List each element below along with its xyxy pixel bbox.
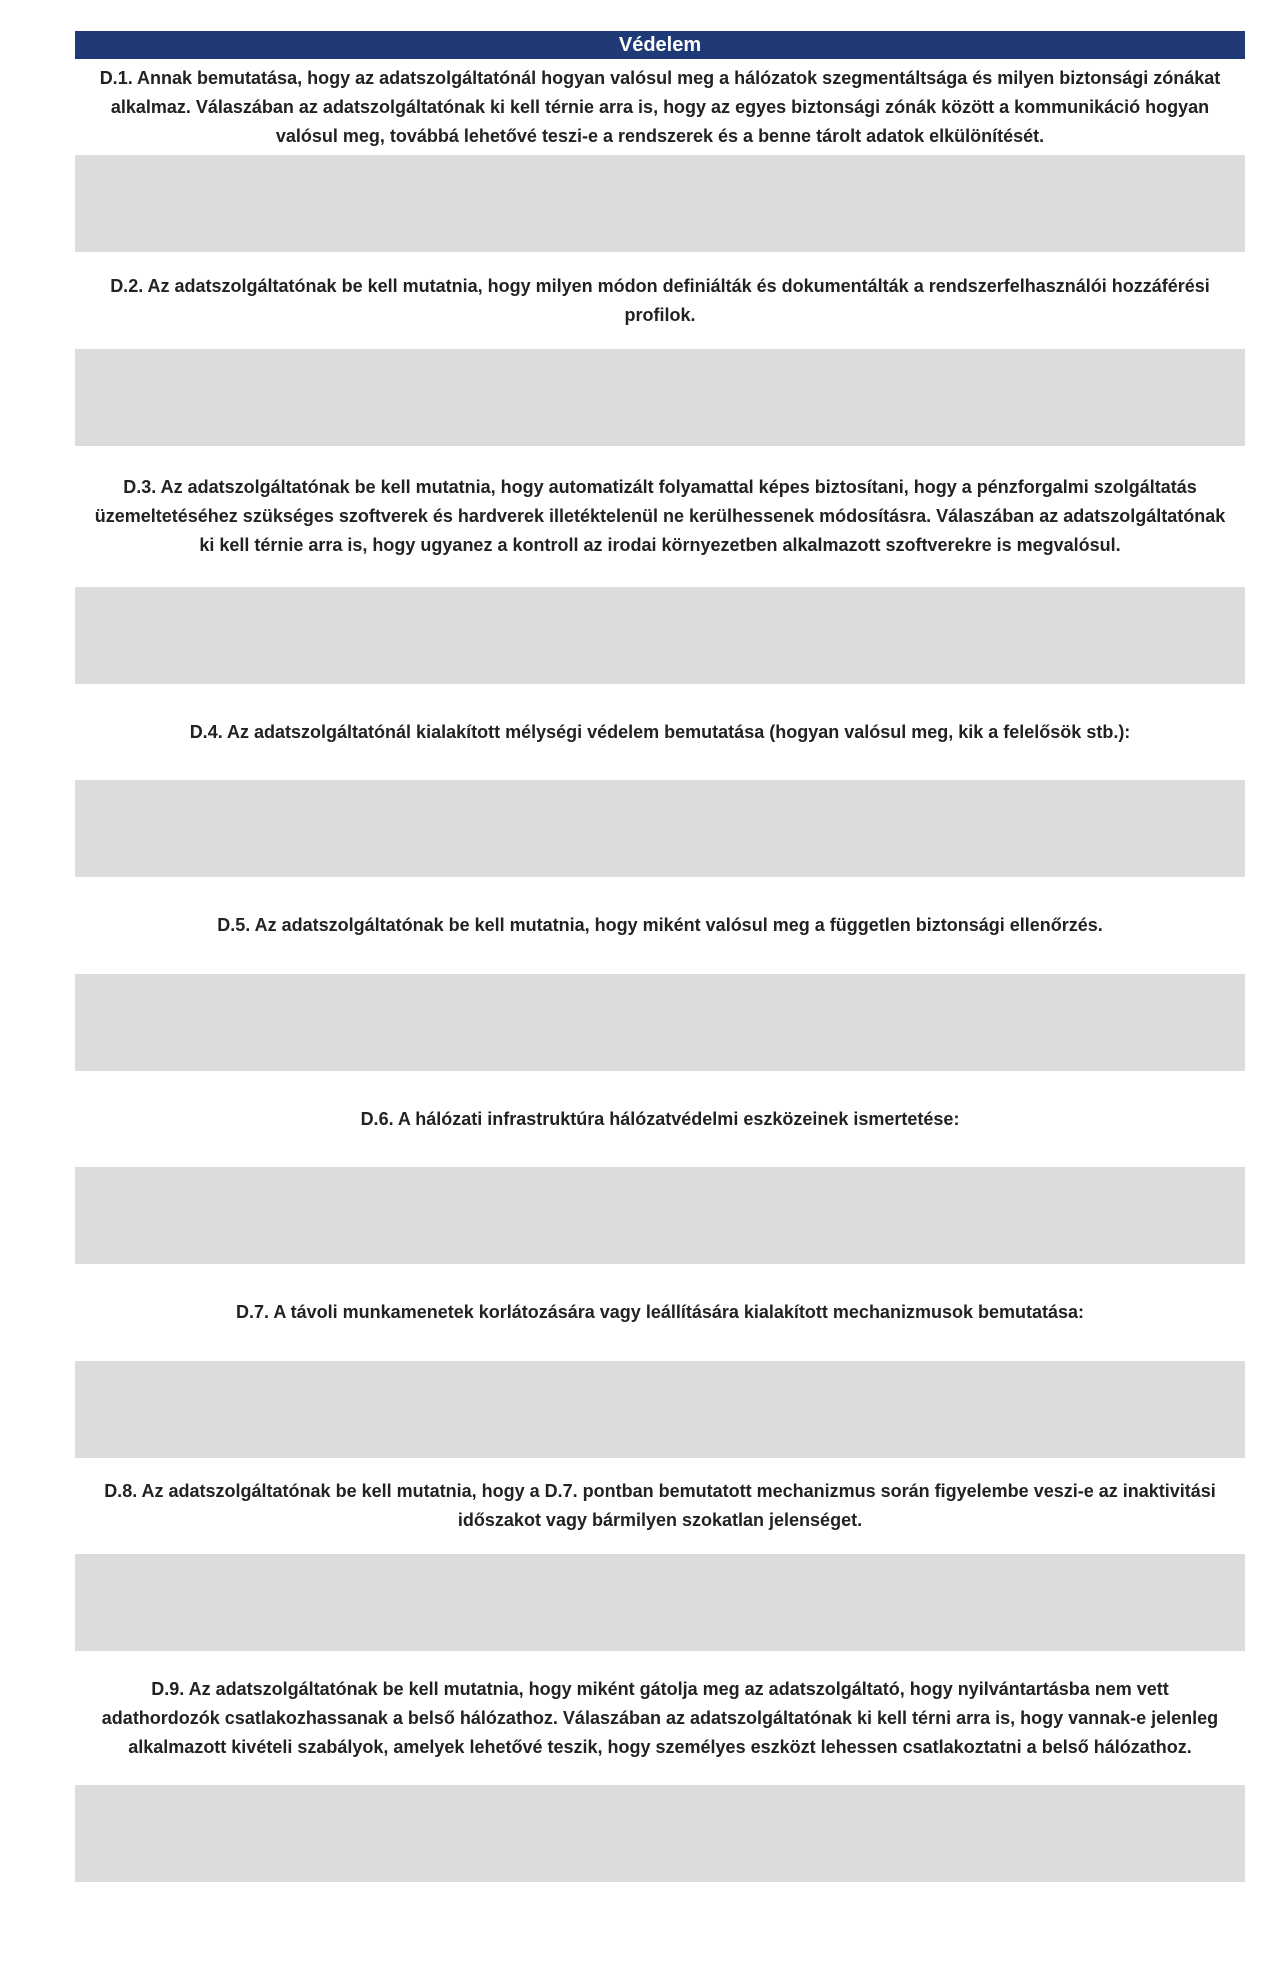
question-d4: D.4. Az adatszolgáltatónál kialakított mélységi védelem bemutatása (hogyan valósul meg, kik a felelősök stb.): bbox=[189, 721, 1131, 742]
protection-form bbox=[75, 31, 1245, 1882]
answer-field-d9[interactable] bbox=[75, 1785, 1245, 1882]
answer-field-d3[interactable] bbox=[75, 587, 1245, 684]
question-d2: D.2. Az adatszolgáltatónak be kell mutatnia, hogy milyen módon definiálták és dokumentálták a rendszerfelhasználói hozzáférési profilok. bbox=[110, 275, 1210, 325]
answer-field-d1[interactable] bbox=[75, 155, 1245, 252]
answer-field-d7[interactable] bbox=[75, 1361, 1245, 1458]
answer-field-d5[interactable] bbox=[75, 974, 1245, 1071]
section-header: Védelem bbox=[75, 31, 1245, 59]
question-d3: D.3. Az adatszolgáltatónak be kell mutatnia, hogy automatizált folyamattal képes biztosítani, hogy a pénzforgalmi szolgáltatás üzemeltetéséhez szükséges szoftverek és hardverek illetéktelenül ne kerülhessenek módosításra. Válaszában az adatszolgáltatónak ki kell térnie arra is, hogy ugyanez a kontroll az irodai környezetben alkalmazott szoftverekre is megvalósul. bbox=[94, 477, 1226, 555]
answer-field-d6[interactable] bbox=[75, 1167, 1245, 1264]
question-d7: D.7. A távoli munkamenetek korlátozására vagy leállítására kialakított mechanizmusok bemutatása: bbox=[235, 1302, 1084, 1322]
answer-field-d8[interactable] bbox=[75, 1554, 1245, 1651]
question-d1: D.1. Annak bemutatása, hogy az adatszolgáltatónál hogyan valósul meg a hálózatok szegmentáltsága és milyen biztonsági zónákat alkalmaz. Válaszában az adatszolgáltatónak ki kell térnie arra is, hogy az egyes biztonsági zónák között a kommunikáció hogyan valósul meg, továbbá lehetővé teszi-e a rendszerek és a benne tárolt adatok elkülönítését. bbox=[99, 67, 1221, 146]
question-d6: D.6. A hálózati infrastruktúra hálózatvédelmi eszközeinek ismertetése: bbox=[360, 1108, 960, 1129]
answer-field-d2[interactable] bbox=[75, 349, 1245, 446]
answer-field-d4[interactable] bbox=[75, 780, 1245, 877]
question-d8: D.8. Az adatszolgáltatónak be kell mutatnia, hogy a D.7. pontban bemutatott mechanizmus során figyelembe veszi-e az inaktivitási időszakot vagy bármilyen szokatlan jelenséget. bbox=[104, 1481, 1216, 1530]
question-d5: D.5. Az adatszolgáltatónak be kell mutatnia, hogy miként valósul meg a független biztonsági ellenőrzés. bbox=[217, 915, 1103, 935]
question-d9: D.9. Az adatszolgáltatónak be kell mutatnia, hogy miként gátolja meg az adatszolgáltató, hogy nyilvántartásba nem vett adathordozók csatlakozhassanak a belső hálózathoz. Válaszában az adatszolgáltatónak ki kell térni arra is, hogy vannak-e jelenleg alkalmazott kivételi szabályok, amelyek lehetővé teszik, hogy személyes eszközt lehessen csatlakoztatni a belső hálózathoz. bbox=[101, 1678, 1219, 1757]
